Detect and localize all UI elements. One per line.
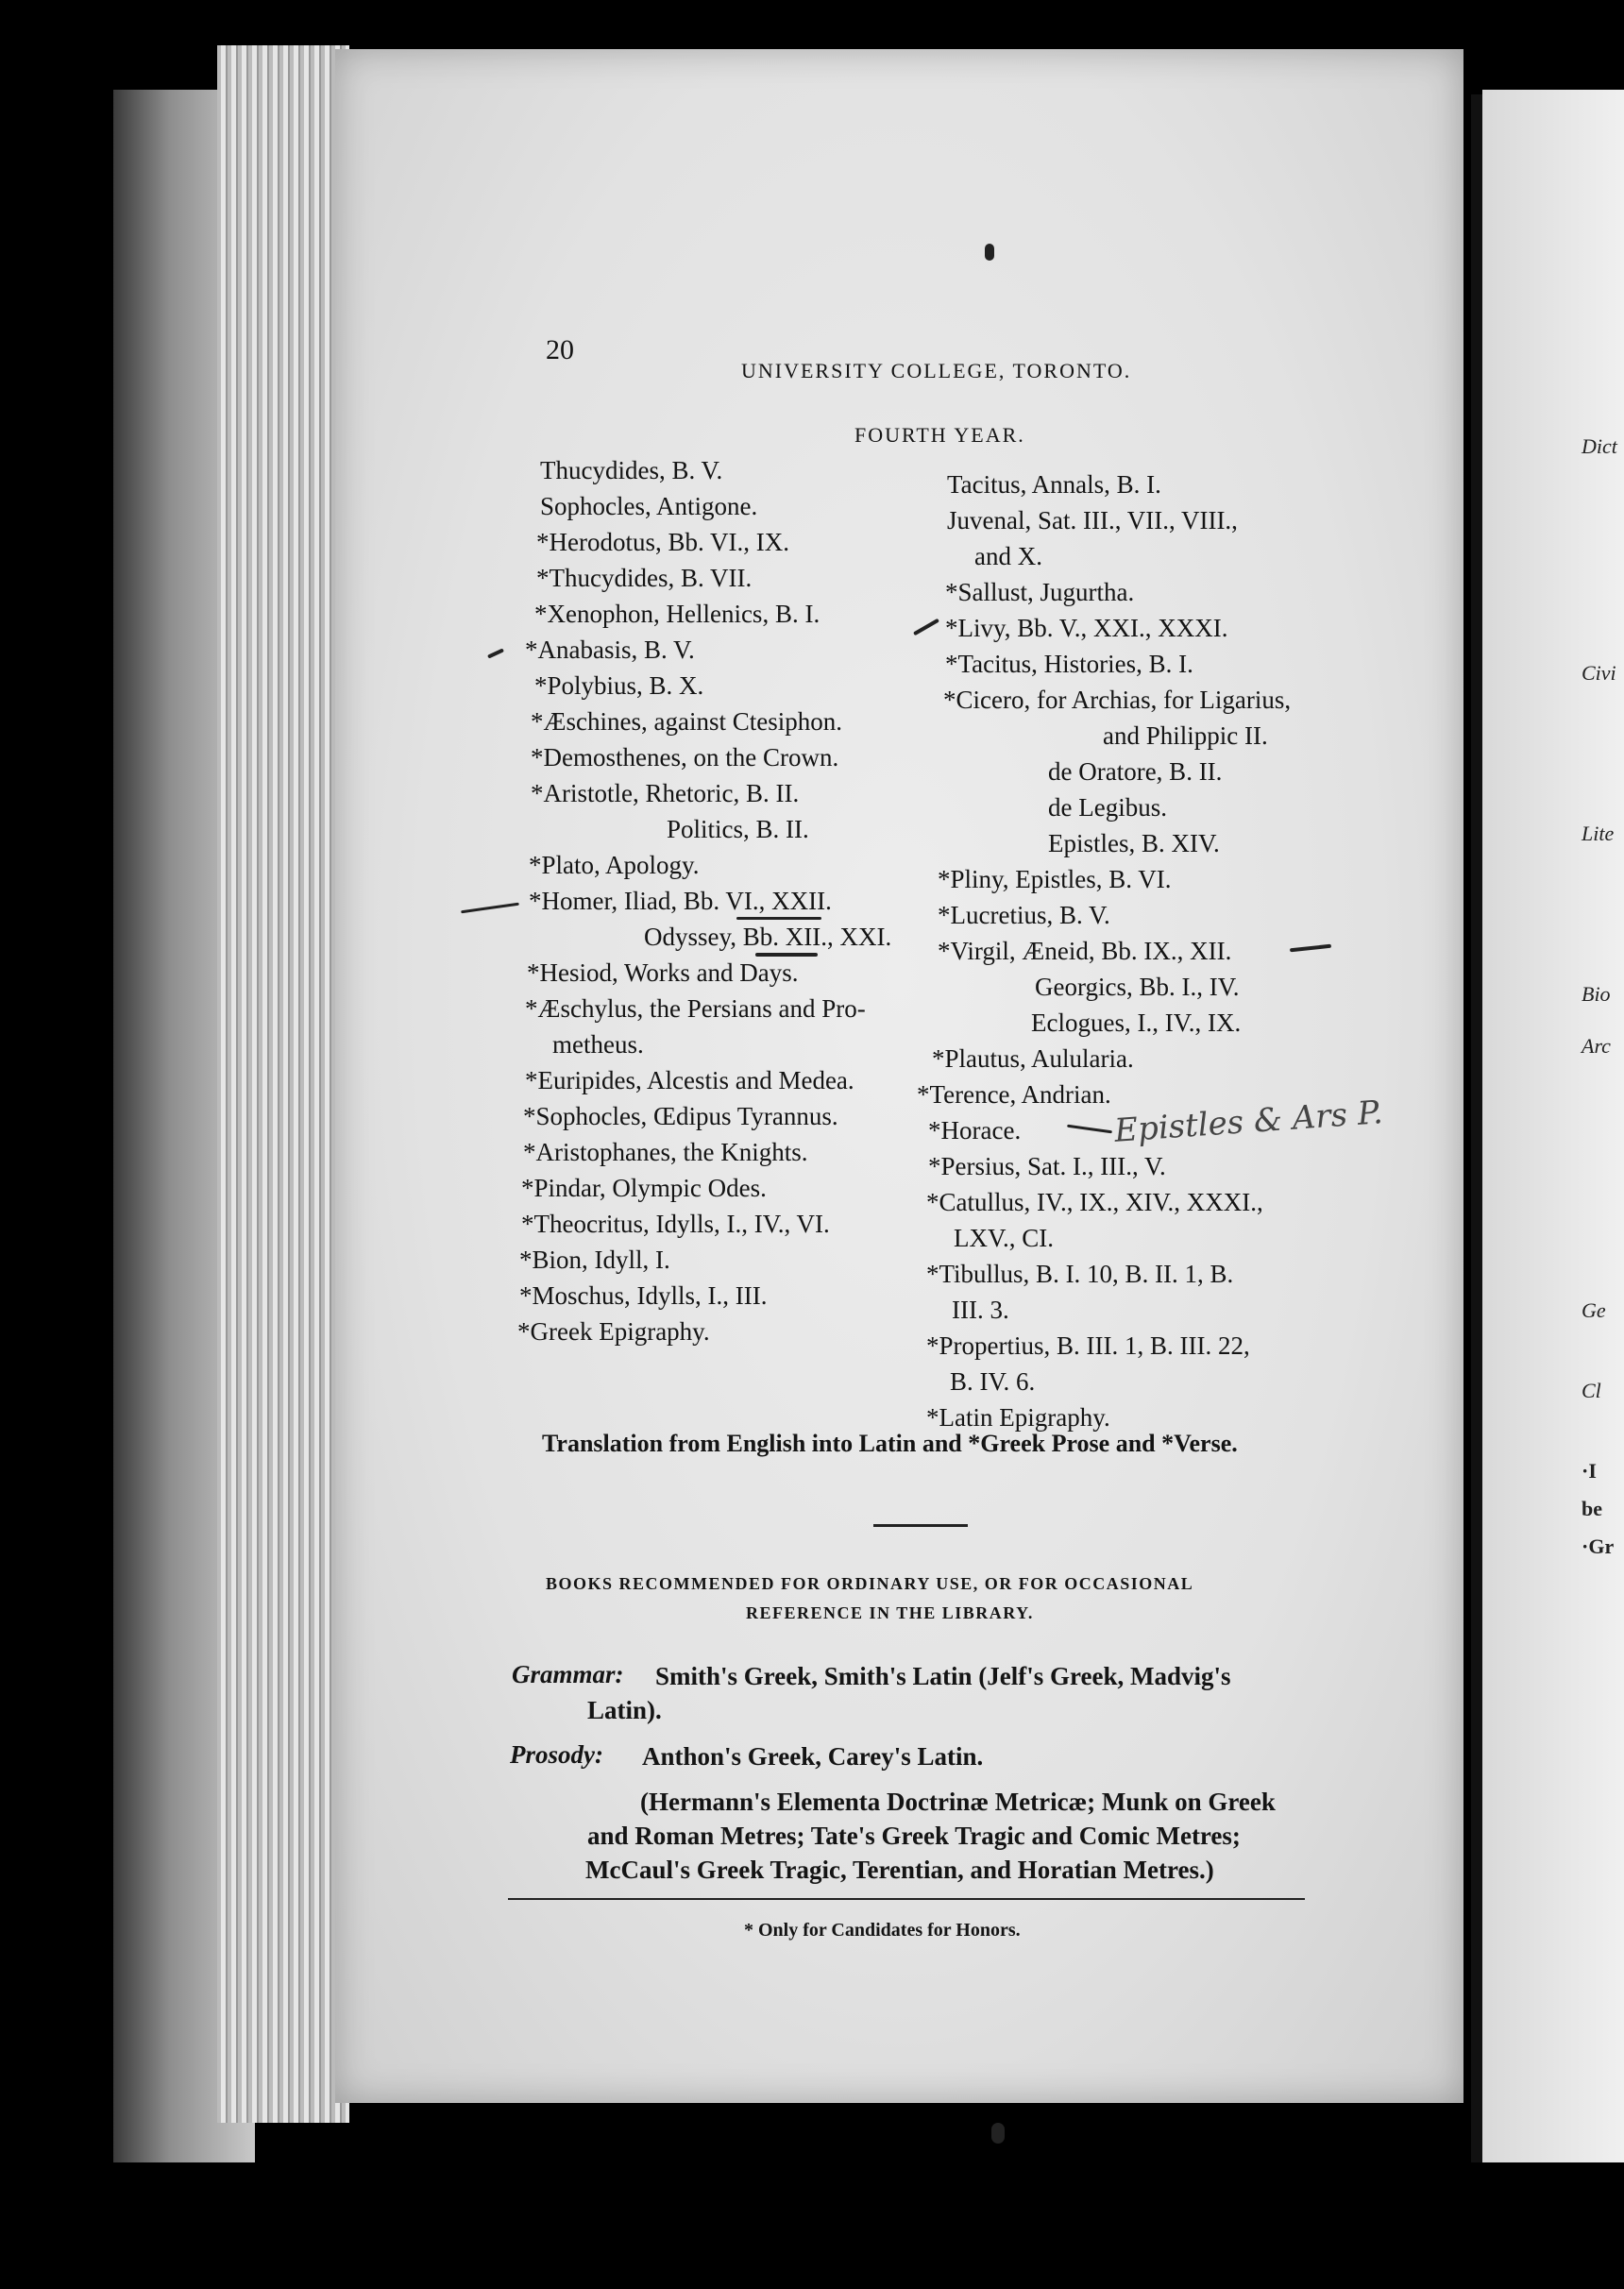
list-item: *Xenophon, Hellenics, B. I. bbox=[534, 600, 820, 628]
list-item: Epistles, B. XIV. bbox=[1048, 829, 1220, 857]
list-item: *Æschines, against Ctesiphon. bbox=[531, 707, 842, 736]
list-item: *Livy, Bb. V., XXI., XXXI. bbox=[945, 614, 1228, 642]
list-item: Sophocles, Antigone. bbox=[540, 492, 758, 520]
footnote-rule bbox=[508, 1898, 1305, 1900]
list-item: *Anabasis, B. V. bbox=[525, 636, 695, 664]
list-item: Odyssey, Bb. XII., XXI. bbox=[644, 923, 892, 951]
list-item: B. IV. 6. bbox=[950, 1367, 1036, 1396]
list-item: *Sophocles, Œdipus Tyrannus. bbox=[523, 1102, 838, 1130]
list-item: de Legibus. bbox=[1048, 793, 1167, 822]
facing-page-word: ·I bbox=[1582, 1459, 1597, 1483]
prosody-label: Prosody: bbox=[510, 1740, 603, 1769]
facing-page-word: Bio bbox=[1582, 982, 1611, 1006]
recommended-heading: BOOKS RECOMMENDED FOR ORDINARY USE, OR FOR OCCASIONAL bbox=[546, 1574, 1194, 1593]
ink-spot bbox=[985, 244, 994, 261]
facing-page-word: Cl bbox=[1582, 1379, 1601, 1402]
list-item: *Thucydides, B. VII. bbox=[536, 564, 753, 592]
list-item: *Aristotle, Rhetoric, B. II. bbox=[531, 779, 800, 807]
facing-page bbox=[1482, 90, 1624, 2177]
page-stack-edges bbox=[217, 45, 349, 2123]
list-item: III. 3. bbox=[952, 1296, 1009, 1324]
list-item: *Terence, Andrian. bbox=[917, 1080, 1111, 1109]
list-item: *Bion, Idyll, I. bbox=[519, 1246, 670, 1274]
list-item: *Virgil, Æneid, Bb. IX., XII. bbox=[938, 937, 1232, 965]
list-item: Tacitus, Annals, B. I. bbox=[947, 470, 1161, 499]
facing-page-word: Civi bbox=[1582, 661, 1616, 685]
prosody-note: and Roman Metres; Tate's Greek Tragic and Comic Metres; bbox=[587, 1822, 1241, 1850]
section-divider bbox=[873, 1524, 968, 1527]
list-item: and X. bbox=[974, 542, 1042, 570]
translation-requirement: Translation from English into Latin and *Greek Prose and *Verse. bbox=[542, 1430, 1238, 1457]
list-item: de Oratore, B. II. bbox=[1048, 757, 1223, 786]
list-item: *Tacitus, Histories, B. I. bbox=[945, 650, 1193, 678]
grammar-text: Latin). bbox=[587, 1696, 662, 1724]
facing-page-word: Dict bbox=[1582, 434, 1617, 458]
list-item: *Herodotus, Bb. VI., IX. bbox=[536, 528, 789, 556]
running-title: UNIVERSITY COLLEGE, TORONTO. bbox=[741, 359, 1132, 382]
list-item: Georgics, Bb. I., IV. bbox=[1035, 973, 1240, 1001]
handwritten-annotation: Epistles & Ars P. bbox=[1112, 1094, 1384, 1150]
facing-page-word: Arc bbox=[1582, 1034, 1611, 1058]
prosody-note: (Hermann's Elementa Doctrinæ Metricæ; Munk on Greek bbox=[640, 1788, 1276, 1816]
ink-spot bbox=[991, 2123, 1005, 2144]
prosody-note: McCaul's Greek Tragic, Terentian, and Horatian Metres.) bbox=[585, 1856, 1214, 1884]
list-item: *Tibullus, B. I. 10, B. II. 1, B. bbox=[926, 1260, 1234, 1288]
facing-page-word: ·Gr bbox=[1582, 1534, 1615, 1558]
recommended-heading: REFERENCE IN THE LIBRARY. bbox=[746, 1603, 1034, 1622]
list-item: *Demosthenes, on the Crown. bbox=[531, 743, 839, 771]
page-number: 20 bbox=[546, 334, 574, 365]
list-item: *Æschylus, the Persians and Pro- bbox=[525, 994, 866, 1023]
list-item: *Horace. bbox=[928, 1116, 1022, 1144]
list-item: *Moschus, Idylls, I., III. bbox=[519, 1281, 768, 1310]
footnote: * Only for Candidates for Honors. bbox=[744, 1920, 1021, 1941]
list-item: LXV., CI. bbox=[954, 1224, 1055, 1252]
list-item: *Persius, Sat. I., III., V. bbox=[928, 1152, 1166, 1180]
grammar-text: Smith's Greek, Smith's Latin (Jelf's Greek, Madvig's bbox=[655, 1662, 1231, 1690]
list-item: and Philippic II. bbox=[1103, 721, 1268, 750]
grammar-label: Grammar: bbox=[512, 1660, 624, 1688]
book-gutter bbox=[1471, 94, 1482, 2181]
facing-page-word: Lite bbox=[1582, 822, 1615, 845]
list-item: Juvenal, Sat. III., VII., VIII., bbox=[947, 506, 1238, 534]
list-item: *Propertius, B. III. 1, B. III. 22, bbox=[926, 1331, 1250, 1360]
list-item: *Hesiod, Works and Days. bbox=[527, 958, 799, 987]
list-item: Politics, B. II. bbox=[667, 815, 809, 843]
list-item: *Plato, Apology. bbox=[529, 851, 700, 879]
list-item: *Sallust, Jugurtha. bbox=[945, 578, 1135, 606]
underline-mark bbox=[736, 917, 821, 920]
list-item: *Catullus, IV., IX., XIV., XXXI., bbox=[926, 1188, 1263, 1216]
list-item: *Plautus, Aulularia. bbox=[932, 1044, 1134, 1073]
list-item: *Latin Epigraphy. bbox=[926, 1403, 1110, 1432]
list-item: *Homer, Iliad, Bb. VI., XXII. bbox=[529, 887, 832, 915]
list-item: *Greek Epigraphy. bbox=[517, 1317, 710, 1346]
list-item: *Pindar, Olympic Odes. bbox=[521, 1174, 767, 1202]
list-item: Eclogues, I., IV., IX. bbox=[1031, 1009, 1242, 1037]
list-item: *Polybius, B. X. bbox=[534, 671, 704, 700]
scan-border bbox=[0, 2162, 1624, 2289]
facing-page-word: be bbox=[1582, 1497, 1602, 1520]
list-item: *Cicero, for Archias, for Ligarius, bbox=[943, 686, 1292, 714]
prosody-text: Anthon's Greek, Carey's Latin. bbox=[642, 1742, 984, 1771]
list-item: *Lucretius, B. V. bbox=[938, 901, 1110, 929]
list-item: *Aristophanes, the Knights. bbox=[523, 1138, 808, 1166]
underline-mark bbox=[755, 953, 818, 957]
list-item: *Euripides, Alcestis and Medea. bbox=[525, 1066, 854, 1094]
list-item: Thucydides, B. V. bbox=[540, 456, 723, 484]
list-item: metheus. bbox=[552, 1030, 644, 1059]
list-item: *Pliny, Epistles, B. VI. bbox=[938, 865, 1172, 893]
facing-page-word: Ge bbox=[1582, 1298, 1606, 1322]
list-item: *Theocritus, Idylls, I., IV., VI. bbox=[521, 1210, 830, 1238]
section-title: FOURTH YEAR. bbox=[854, 423, 1025, 447]
